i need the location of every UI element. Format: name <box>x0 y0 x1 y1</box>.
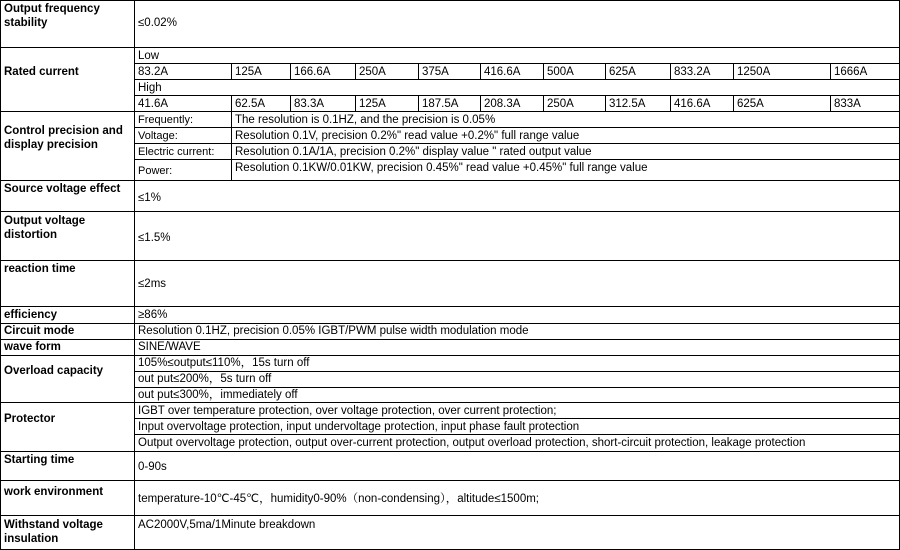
cell-divider <box>134 63 900 64</box>
high-current-value: 416.6A <box>674 98 711 110</box>
table-border-left <box>0 0 1 550</box>
label-withstand-voltage-insulation <box>4 518 134 546</box>
protector-line: IGBT over temperature protection, over voltage protection, over current protection; <box>138 405 557 417</box>
cell-divider <box>543 95 544 111</box>
precision-value: The resolution is 0.1HZ, and the precision is 0.05% <box>235 114 496 126</box>
cell-divider <box>830 63 831 79</box>
cell-divider <box>355 95 356 111</box>
row-divider <box>0 480 900 481</box>
row-divider <box>0 402 900 403</box>
value-output-voltage-distortion: ≤1.5% <box>138 232 171 244</box>
cell-divider <box>231 95 232 111</box>
row-divider <box>0 111 900 112</box>
cell-divider <box>355 63 356 79</box>
cell-divider <box>830 95 831 111</box>
cell-divider <box>290 95 291 111</box>
high-current-value: 312.5A <box>609 98 646 110</box>
high-current-value: 208.3A <box>484 98 521 110</box>
precision-value: Resolution 0.1KW/0.01KW, precision 0.45%" read value +0.45%" full range value <box>235 162 648 174</box>
low-heading: Low <box>138 50 160 62</box>
cell-divider <box>134 127 900 128</box>
label-output-voltage-distortion <box>4 214 134 242</box>
cell-divider <box>480 63 481 79</box>
row-divider <box>0 211 900 212</box>
high-current-value: 83.3A <box>294 98 325 110</box>
cell-divider <box>733 63 734 79</box>
low-current-value: 375A <box>422 66 449 78</box>
label-circuit-mode: Circuit mode <box>4 325 75 337</box>
row-divider <box>0 0 900 1</box>
cell-divider <box>670 95 671 111</box>
row-divider <box>0 451 900 452</box>
value-reaction-time: ≤2ms <box>138 278 167 290</box>
precision-name: Frequently: <box>138 114 194 126</box>
label-wave-form: wave form <box>4 341 61 353</box>
label-line: Control precision and <box>4 125 123 137</box>
overload-line: out put≤200%，5s turn off <box>138 373 272 385</box>
cell-divider <box>290 63 291 79</box>
protector-line: Input overvoltage protection, input undervoltage protection, input phase fault protection <box>138 421 580 433</box>
cell-divider <box>480 95 481 111</box>
label-source-voltage-effect: Source voltage effect <box>4 183 121 195</box>
label-line: stability <box>4 17 48 29</box>
cell-divider <box>605 95 606 111</box>
cell-divider <box>231 63 232 79</box>
label-column-divider <box>134 0 135 550</box>
overload-line: 105%≤output≤110%，15s turn off <box>138 357 310 369</box>
label-control-precision <box>4 124 134 152</box>
high-current-value: 250A <box>547 98 574 110</box>
label-line: Withstand voltage <box>4 519 103 531</box>
cell-divider <box>134 418 900 419</box>
row-divider <box>0 339 900 340</box>
value-output-frequency-stability: ≤0.02% <box>138 17 177 29</box>
high-current-value: 625A <box>737 98 764 110</box>
row-divider <box>0 355 900 356</box>
label-line: Output voltage <box>4 215 86 227</box>
value-wave-form: SINE/WAVE <box>138 341 201 353</box>
label-line: display precision <box>4 139 98 151</box>
precision-name: Power: <box>138 165 173 177</box>
label-line: distortion <box>4 229 58 241</box>
label-overload-capacity: Overload capacity <box>4 365 104 377</box>
low-current-value: 500A <box>547 66 574 78</box>
label-efficiency: efficiency <box>4 309 58 321</box>
row-divider <box>0 515 900 516</box>
label-line: Output frequency <box>4 3 100 15</box>
low-current-value: 833.2A <box>674 66 711 78</box>
high-current-value: 187.5A <box>422 98 459 110</box>
label-output-frequency-stability <box>4 2 134 30</box>
value-source-voltage-effect: ≤1% <box>138 192 161 204</box>
low-current-value: 250A <box>359 66 386 78</box>
low-current-value: 125A <box>235 66 262 78</box>
low-current-value: 166.6A <box>294 66 331 78</box>
row-divider <box>0 260 900 261</box>
low-current-value: 416.6A <box>484 66 521 78</box>
precision-value: Resolution 0.1A/1A, precision 0.2%" display value " rated output value <box>235 146 592 158</box>
row-divider <box>0 180 900 181</box>
cell-divider <box>418 63 419 79</box>
low-current-value: 1250A <box>737 66 771 78</box>
value-withstand-voltage-insulation: AC2000V,5ma/1Minute breakdown <box>138 519 316 531</box>
high-current-value: 62.5A <box>235 98 266 110</box>
cell-divider <box>134 159 900 160</box>
value-starting-time: 0-90s <box>138 461 167 473</box>
row-divider <box>0 47 900 48</box>
high-heading: High <box>138 82 162 94</box>
label-starting-time: Starting time <box>4 454 75 466</box>
cell-divider <box>134 95 900 96</box>
precision-name: Electric current: <box>138 146 215 158</box>
value-circuit-mode: Resolution 0.1HZ, precision 0.05% IGBT/PWM pulse width modulation mode <box>138 325 529 337</box>
cell-divider <box>134 434 900 435</box>
label-line: insulation <box>4 533 59 545</box>
value-work-environment: temperature-10℃-45℃，humidity0-90%（non-condensing），altitude≤1500m; <box>138 493 539 505</box>
cell-divider <box>418 95 419 111</box>
overload-line: out put≤300%，immediately off <box>138 389 298 401</box>
cell-divider <box>733 95 734 111</box>
high-current-value: 833A <box>834 98 861 110</box>
cell-divider <box>543 63 544 79</box>
row-divider <box>0 306 900 307</box>
protector-line: Output overvoltage protection, output over-current protection, output overload protection, short-circuit protection, leakage protection <box>138 437 806 449</box>
cell-divider <box>605 63 606 79</box>
cell-divider <box>670 63 671 79</box>
high-current-value: 41.6A <box>138 98 169 110</box>
value-efficiency: ≥86% <box>138 309 168 321</box>
high-current-value: 125A <box>359 98 386 110</box>
cell-divider <box>231 111 232 180</box>
low-current-value: 1666A <box>834 66 868 78</box>
precision-value: Resolution 0.1V, precision 0.2%" read value +0.2%" full range value <box>235 130 580 142</box>
label-work-environment: work environment <box>4 486 104 498</box>
label-reaction-time: reaction time <box>4 263 76 275</box>
label-protector: Protector <box>4 413 56 425</box>
cell-divider <box>134 79 900 80</box>
cell-divider <box>134 143 900 144</box>
low-current-value: 83.2A <box>138 66 169 78</box>
label-rated-current: Rated current <box>4 66 79 78</box>
low-current-value: 625A <box>609 66 636 78</box>
precision-name: Voltage: <box>138 130 178 142</box>
